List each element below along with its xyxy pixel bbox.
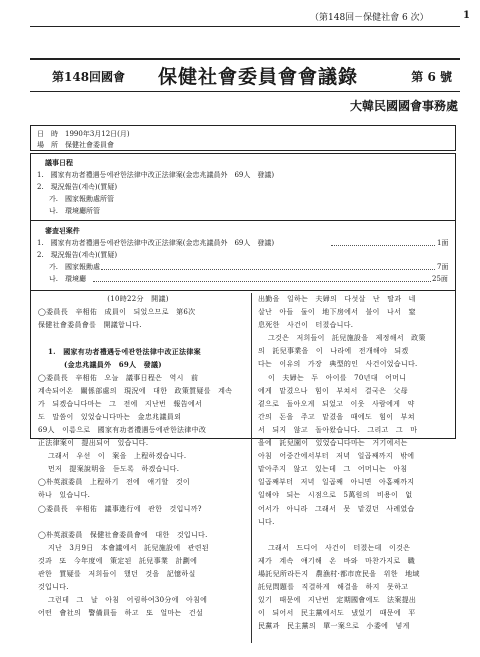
right-line: 살난 아들 둘이 地下房에서 불이 나서 窒 bbox=[258, 308, 416, 317]
body-top-rule bbox=[30, 290, 456, 291]
left-line: 하나 있습니다. bbox=[38, 491, 91, 500]
contents-leader bbox=[101, 269, 435, 270]
right-line: 그래서 드디어 사건이 터졌는데 이것은 bbox=[268, 543, 411, 552]
header-rule bbox=[30, 26, 460, 27]
body-text bbox=[38, 293, 458, 643]
right-line: 아침 어중간에서부터 저녁 일곱째까지 밖에 bbox=[258, 452, 415, 461]
left-line: 어떤 會社의 警備員들 하고 또 얼마는 건설 bbox=[38, 609, 204, 618]
right-column bbox=[258, 293, 458, 633]
right-line: 그것은 저희들이 託兒施設을 제정해서 政策 bbox=[268, 334, 426, 343]
left-line: 保健社會委員會를 開議합니다. bbox=[38, 321, 142, 330]
right-line: 다는 이유의 가장 典型的인 사건이었습니다. bbox=[258, 360, 418, 369]
right-line: 息死한 사건이 터졌습니다. bbox=[258, 321, 354, 330]
right-line: 託兒問題를 직결하게 해결을 하지 못하고 bbox=[258, 583, 409, 592]
meeting-info-box bbox=[30, 125, 456, 151]
right-line: 서 되지 않고 돌아왔습니다. 그리고 그 마 bbox=[258, 425, 418, 434]
agenda-item: 1. 國家有功者禮遇등에관한法律中改正法律案(金忠兆議員外 69人 發議) bbox=[37, 171, 275, 179]
right-line: 이 夫婦는 두 아이를 70년대 어머니 bbox=[268, 373, 407, 382]
right-line: 場託兒所라든지 農漁村·都市庶民을 위한 地域 bbox=[258, 569, 420, 578]
right-line: 간의 돈을 주고 맡겼을 때에도 힘이 부쳐 bbox=[258, 412, 415, 421]
left-line: 가 되겠습니다마는 그 전에 지난번 報告에서 bbox=[38, 399, 203, 408]
right-line: 있기 때문에 지난번 定期國會에도 法案提出 bbox=[258, 596, 417, 605]
left-line: 지난 3月9日 本會議에서 託兒施設에 관련된 bbox=[48, 543, 209, 552]
meeting-place: 場 所 保健社會委員會 bbox=[37, 141, 114, 149]
running-header bbox=[310, 10, 470, 23]
contents-item-text: 나. 環境廳 bbox=[49, 275, 86, 283]
contents-item-page: 1面 bbox=[437, 239, 449, 247]
title-bottom-rule bbox=[30, 91, 460, 92]
left-line: (金忠兆議員外 69人 發議) bbox=[64, 360, 162, 370]
right-line bbox=[258, 529, 458, 542]
right-line: 어서가 아니라 그래서 못 맡겼던 사례였습 bbox=[258, 504, 415, 513]
left-line bbox=[38, 516, 238, 529]
left-line: ◯朴英淑委員 上程하기 전에 얘기할 것이 bbox=[38, 478, 190, 487]
right-line: 일곱째부터 저녁 일곱째 아니면 아홉째까지 bbox=[258, 478, 415, 487]
right-line: 의 託兒事業을 이 나라에 전개해야 되겠 bbox=[258, 347, 409, 356]
session-label: 第148回國會 bbox=[52, 70, 126, 84]
left-line: 관한 質疑를 저희들이 했던 것을 記憶하실 bbox=[38, 569, 196, 578]
left-line: 것입니다. bbox=[38, 583, 69, 592]
running-header-text: （第148回－保健社會 6 次） bbox=[310, 13, 429, 23]
issue-number: 第 6 號 bbox=[411, 70, 452, 84]
right-line: 民黨과 民主黨의 單一案으로 小委에 넣게 bbox=[258, 622, 410, 631]
left-line: 도 말씀이 있었습니다마는 金忠兆議員외 bbox=[38, 412, 182, 421]
contents-item-text: 2. 現況報告(계속)(質疑) bbox=[37, 251, 118, 259]
contents-item-text: 가. 國家報勳處 bbox=[49, 263, 100, 271]
right-line: 맡아주지 않고 있는데 그 어머니는 아침 bbox=[258, 465, 408, 474]
left-column bbox=[38, 293, 238, 620]
contents-leader bbox=[93, 281, 431, 282]
title-row bbox=[30, 60, 460, 90]
right-line: 을에 託兒園이 있었습니다마는 거기에서는 bbox=[258, 439, 408, 448]
left-line: 正法律案이 提出되어 있습니다. bbox=[38, 439, 149, 448]
agenda-item: 2. 現況報告(계속)(質疑) bbox=[37, 183, 118, 191]
left-line: ◯委員長 辛相佑 成員이 되었으므로 第6次 bbox=[38, 308, 196, 317]
secretariat: 大韓民國國會事務處 bbox=[349, 99, 458, 113]
right-line: 에게 맡겼으나 힘이 부쳐서 결국은 父母 bbox=[258, 386, 408, 395]
agenda-item: 가. 國家報勳處所管 bbox=[49, 195, 114, 203]
contents-heading: 審査된案件 bbox=[45, 226, 80, 235]
left-line: 계속되어온 關係部處의 現況에 대한 政策質疑를 계속 bbox=[38, 386, 233, 395]
left-line bbox=[38, 332, 238, 345]
right-line: 出勤을 일하는 夫婦의 다섯살 난 딸과 네 bbox=[258, 295, 416, 303]
left-line: 그래서 우선 이 案을 上程하겠습니다. bbox=[48, 452, 187, 461]
left-line: 것과 또 今年度에 策定된 託兒事業 計劃에 bbox=[38, 556, 198, 565]
column-divider bbox=[251, 293, 252, 643]
contents-leader bbox=[331, 245, 435, 246]
right-line: 제가 계속 얘기해 온 바와 마찬가지로 職 bbox=[258, 556, 416, 565]
left-line: (10時22分 開議) bbox=[107, 295, 169, 303]
left-line: ◯委員長 辛相佑 議事進行에 관한 것입니까? bbox=[38, 504, 202, 513]
agenda-item: 나. 環境廳所管 bbox=[49, 207, 100, 215]
left-line: ◯委員長 辛相佑 오늘 議事日程은 역시 前 bbox=[38, 373, 199, 382]
agenda-divider bbox=[31, 220, 455, 221]
page-title: 保健社會委員會會議錄 bbox=[158, 66, 359, 88]
right-line: 니다. bbox=[258, 517, 275, 526]
meeting-date: 日 時 1990年3月12日(月) bbox=[37, 130, 130, 138]
right-line: 이 되어서 民主黨에서도 냈었기 때문에 平 bbox=[258, 609, 416, 618]
contents-item-page: 7面 bbox=[437, 263, 449, 271]
contents-item-text: 1. 國家有功者禮遇등에관한法律中改正法律案(金忠兆議員外 69人 發議) bbox=[37, 239, 275, 247]
left-line: 그런데 그 날 아침 어림하여30分에 아침에 bbox=[48, 596, 208, 605]
contents-item-page: 25面 bbox=[432, 275, 448, 283]
left-line: 먼저 提案說明을 듣도록 하겠습니다. bbox=[48, 465, 180, 474]
page-number: 1 bbox=[463, 10, 470, 21]
right-line: 곁으로 돌아오게 되었고 이웃 사람에게 약 bbox=[258, 399, 415, 408]
right-line: 일해야 되는 시점으로 5萬원의 비용이 없 bbox=[258, 491, 413, 500]
left-line: 1. 國家有功者禮遇등에관한法律中改正法律案 bbox=[48, 347, 201, 357]
left-line: 69人 이름으로 國家有功者禮遇등에관한法律中改 bbox=[38, 425, 207, 434]
left-line: ◯朴英淑委員 保健社會委員會에 대한 것입니다. bbox=[38, 530, 208, 539]
agenda-heading: 議事日程 bbox=[45, 158, 73, 167]
